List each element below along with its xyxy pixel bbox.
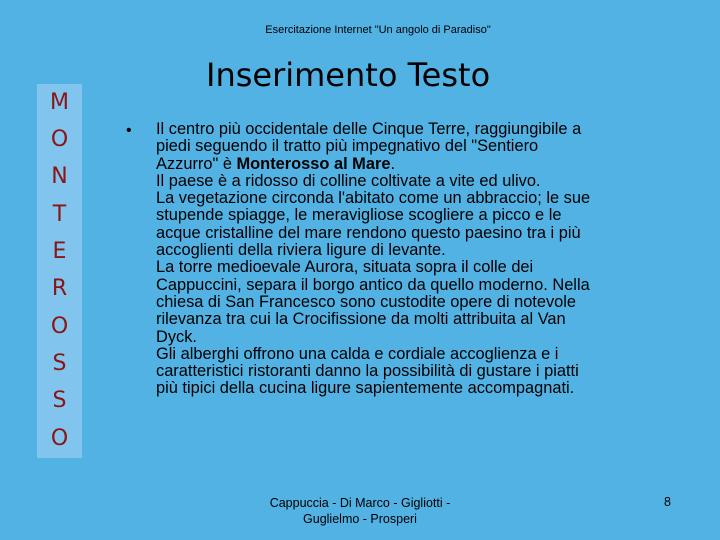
town-name-bold: Monterosso al Mare	[236, 154, 391, 173]
body-line: caratteristici ristoranti danno la possibilità di gustare i piatti	[156, 362, 579, 381]
body-line: stupende spiagge, le meravigliose scogliere a picco e le	[156, 206, 562, 225]
sidebar-letter: M	[50, 90, 69, 115]
sidebar-letter: O	[50, 314, 69, 339]
sidebar-letter: S	[52, 388, 67, 413]
vertical-town-name	[37, 84, 82, 458]
body-line-text: Azzurro" è	[156, 154, 237, 173]
sidebar-letter: T	[52, 202, 67, 227]
bullet-icon: •	[126, 122, 132, 139]
body-line: chiesa di San Francesco sono custodite opere di notevole	[156, 292, 577, 311]
sidebar-letter: S	[52, 351, 67, 376]
body-line: più tipici della cucina ligure sapientemente accompagnati.	[156, 379, 575, 398]
footer-authors-line1: Cappuccia - Di Marco - Gigliotti -	[269, 496, 451, 510]
footer-authors-line2: Guglielmo - Prosperi	[303, 512, 417, 526]
sidebar-letter: E	[52, 239, 67, 264]
body-paragraph	[156, 121, 696, 398]
sidebar-letter: R	[51, 276, 68, 301]
body-line: Il centro più occidentale delle Cinque Terre, raggiungibile a	[156, 120, 582, 138]
sidebar-letter: N	[51, 164, 68, 189]
slide-title: Inserimento Testo	[206, 56, 491, 94]
body-line: Dyck.	[156, 327, 197, 346]
sidebar-letter: O	[50, 127, 69, 152]
body-line: Il paese è a ridosso di colline coltivate a vite ed ulivo.	[156, 171, 541, 190]
body-line: piedi seguendo il tratto più impegnativo del "Sentiero	[156, 137, 539, 156]
body-line-text: .	[390, 154, 396, 173]
body-line: acque cristalline del mare rendono questo paesino tra i più	[156, 223, 581, 242]
sidebar-letter: O	[50, 426, 69, 451]
slide-header: Esercitazione Internet "Un angolo di Paradiso"	[265, 24, 491, 36]
body-line: La torre medioevale Aurora, situata sopra il colle dei	[156, 258, 534, 277]
body-line: Cappuccini, separa il borgo antico da quello moderno. Nella	[156, 275, 590, 294]
body-line: La vegetazione circonda l'abitato come un abbraccio; le sue	[156, 189, 591, 208]
slide-footer	[248, 495, 472, 527]
body-line: rilevanza tra cui la Crocifissione da molti attribuita al Van	[156, 310, 566, 329]
body-line	[156, 156, 696, 173]
body-line: Gli alberghi offrono una calda e cordiale accoglienza e i	[156, 344, 559, 363]
body-line: accoglienti della riviera ligure di levante.	[156, 241, 446, 260]
page-number: 8	[664, 495, 671, 509]
